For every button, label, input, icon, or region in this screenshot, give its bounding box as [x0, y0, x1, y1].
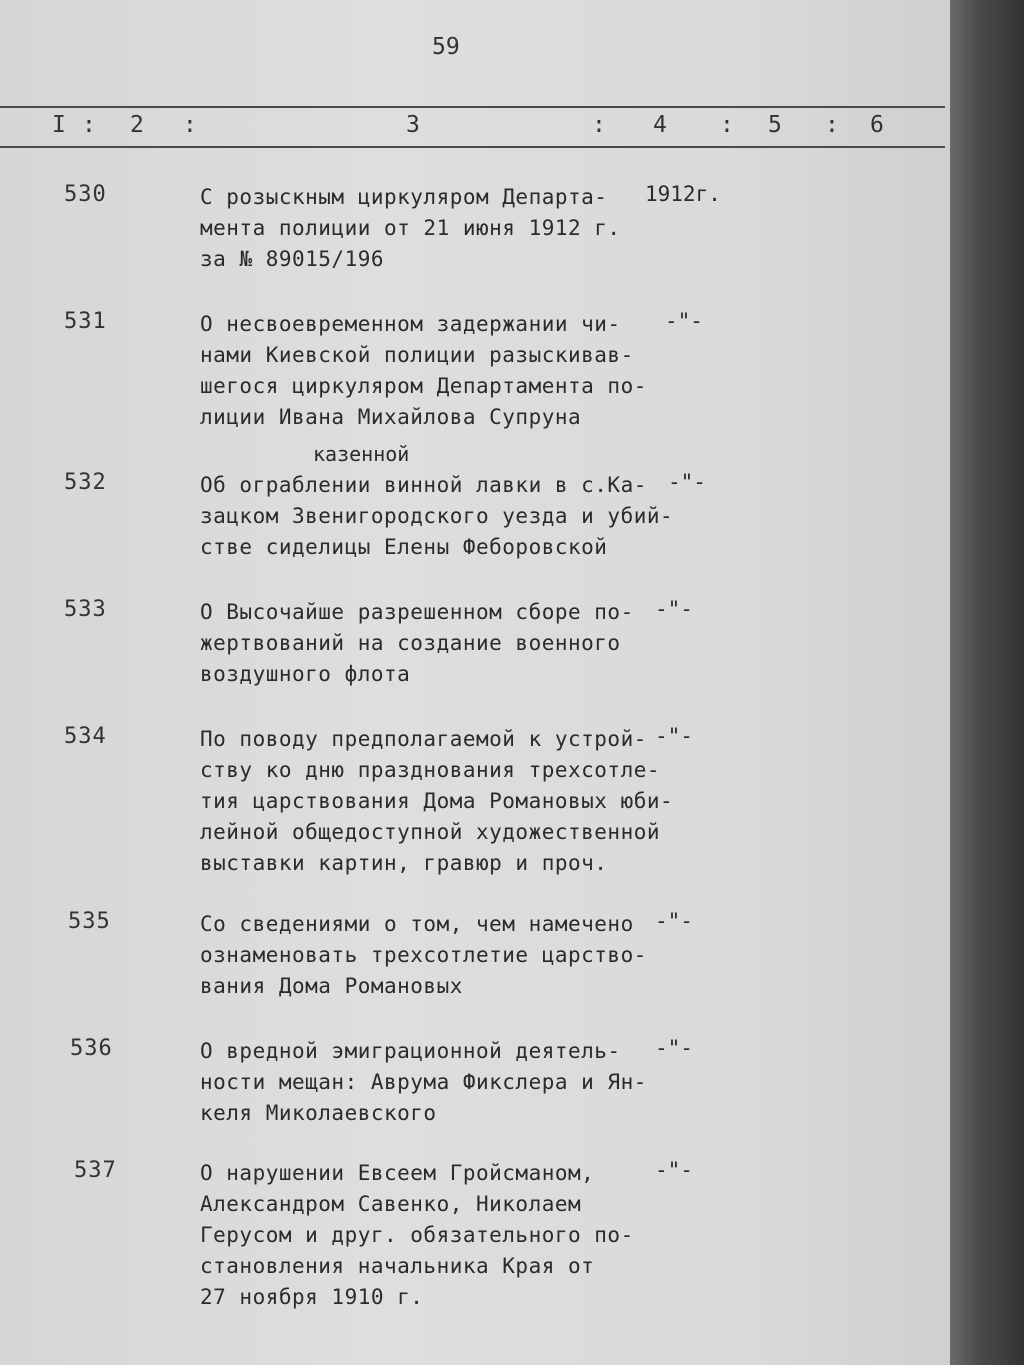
- entry-date: -"-: [655, 909, 693, 933]
- entry-number: 533: [64, 597, 107, 622]
- entry-date: -"-: [665, 309, 703, 333]
- entry-date: -"-: [655, 597, 693, 621]
- entry-number: 531: [64, 309, 107, 334]
- column-header-5: 5: [768, 112, 782, 138]
- column-separator: :: [592, 112, 606, 138]
- entry-date: -"-: [655, 724, 693, 748]
- header-top-rule: [0, 106, 945, 108]
- entry-text: О вредной эмиграционной деятель- ности мещан: Аврума Фикслера и Ян- келя Миколаевского: [200, 1039, 647, 1125]
- entry-date: -"-: [668, 470, 706, 494]
- entry-date: -"-: [655, 1158, 693, 1182]
- page-number: 59: [432, 34, 460, 60]
- column-separator: :: [825, 112, 839, 138]
- entry-text: О Высочайше разрешенном сборе по- жертвований на создание военного воздушного флота: [200, 600, 634, 686]
- column-separator: :: [183, 112, 197, 138]
- column-header-1: I: [52, 112, 66, 138]
- column-separator: :: [82, 112, 96, 138]
- column-separator: :: [720, 112, 734, 138]
- entry-insert-note: казенной: [313, 442, 410, 466]
- entry-number: 536: [70, 1036, 113, 1061]
- entry-number: 530: [64, 182, 107, 207]
- column-header-3: 3: [406, 112, 420, 138]
- entry-number: 532: [64, 470, 107, 495]
- entry-text: По поводу предполагаемой к устрой- ству ко дню празднования трехсотле- тия царствования Дома Романовых юби- лейной общедоступной художественной выставки картин, гравюр и проч.: [200, 727, 674, 875]
- entry-text: С розыскным циркуляром Департа- мента полиции от 21 июня 1912 г. за № 89015/196: [200, 185, 621, 271]
- entry-number: 537: [74, 1158, 117, 1183]
- page-edge-shadow: [950, 0, 1024, 1365]
- header-bottom-rule: [0, 146, 945, 148]
- entry-number: 535: [68, 909, 111, 934]
- entry-text: О нарушении Евсеем Гройсманом, Александром Савенко, Николаем Герусом и друг. обязательного по- становления начальника Края от 27 ноября 1910 г.: [200, 1161, 634, 1309]
- entry-text: О несвоевременном задержании чи- нами Киевской полиции разыскивав- шегося циркуляром Департамента по- лиции Ивана Михайлова Супруна: [200, 312, 647, 429]
- column-header-4: 4: [653, 112, 667, 138]
- entry-date: 1912г.: [645, 182, 721, 206]
- entry-text: Об ограблении винной лавки в с.Ка- зацком Звенигородского уезда и убий- стве сиделицы Елены Феборовской: [200, 473, 674, 559]
- column-header-2: 2: [130, 112, 144, 138]
- entry-date: -"-: [655, 1036, 693, 1060]
- entry-text: Со сведениями о том, чем намечено ознаменовать трехсотлетие царство- вания Дома Романовых: [200, 912, 647, 998]
- entry-number: 534: [64, 724, 107, 749]
- column-header-6: 6: [870, 112, 884, 138]
